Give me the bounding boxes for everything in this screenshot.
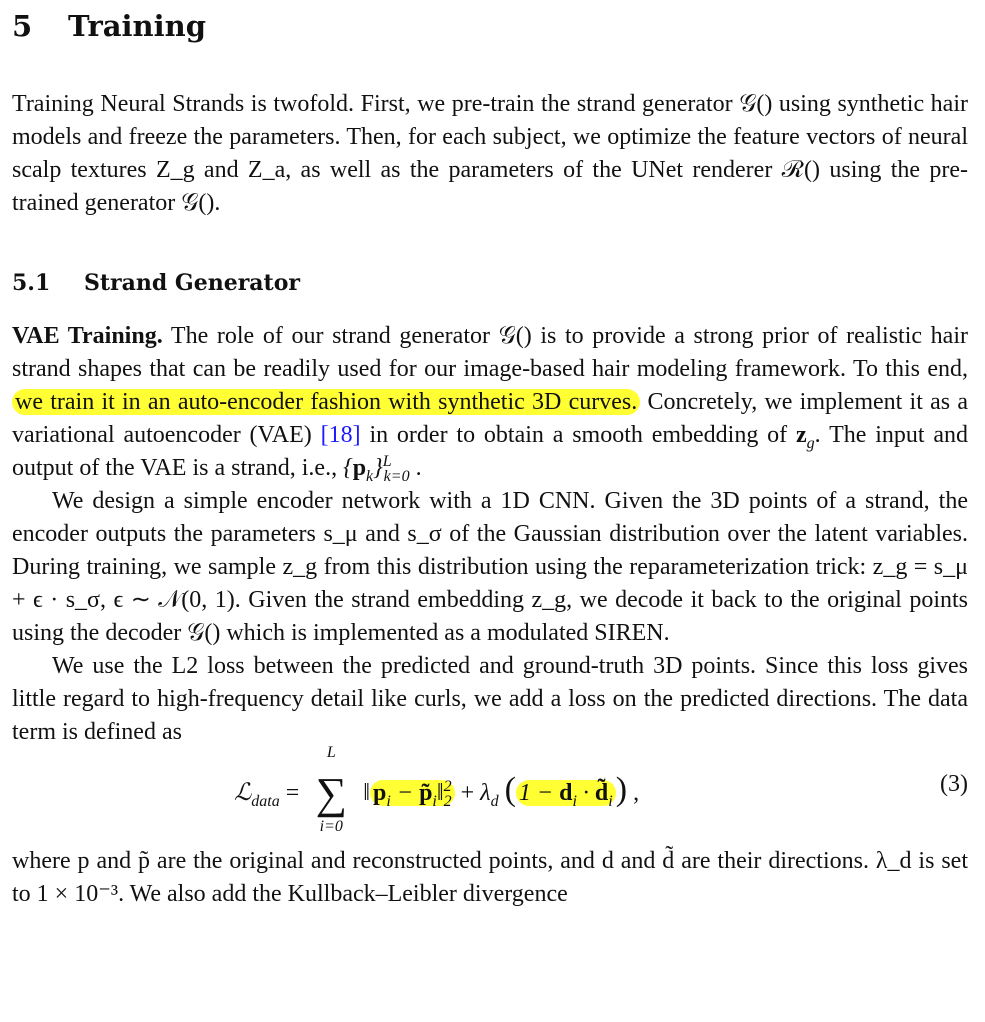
math-strand-set: $\{p_k\}^L_{k=0}$ xyxy=(343,453,410,485)
subsection-number: 5.1 xyxy=(12,270,51,296)
eq-lhs: ℒ$_{data}$ xyxy=(234,780,280,810)
vae-text-c: in order to obtain a smooth embedding of xyxy=(369,422,788,448)
equation-3 xyxy=(12,744,968,845)
vae-text-d: The input and output of the VAE is a strand, i.e., xyxy=(12,422,969,481)
equation-body: ℒ$_{data}$ = L ∑ i=0 ‖ $p_i$ − $p̃_i‖^2_2 + \lambda_d$ ( $1 - d_i$ · $d̃_i$) , xyxy=(234,744,640,836)
subsection-heading xyxy=(12,268,968,298)
after-equation-paragraph: where p and p̃ are the original and reconstructed points, and d and d̃ are their directions. λ_d is set to 1 × 10⁻³. We also add the Kullback–Leibler divergence xyxy=(12,848,968,907)
intro-paragraph: Training Neural Strands is twofold. First, we pre-train the strand generator 𝒢() using synthetic hair models and freeze the parameters. Then, for each subject, we optimize the feature vectors of neural scalp textures Z_g and Z_a, as well as the parameters of the UNet renderer ℛ() using the pre-trained generator 𝒢(). xyxy=(12,91,968,216)
math-zg: $z_g$ xyxy=(796,422,815,452)
loss-paragraph: We use the L2 loss between the predicted and ground-truth 3D points. Since this loss gives little regard to high-frequency detail like curls, we add a loss on the predicted directions. The data term is defined as xyxy=(12,653,968,745)
encoder-paragraph: We design a simple encoder network with a 1D CNN. Given the 3D points of a strand, the encoder outputs the parameters s_μ and s_σ of the Gaussian distribution over the latent variables. During training, we sample z_g from this distribution using the reparameterization trick: z_g = s_μ + ϵ · s_σ, ϵ ∼ 𝒩(0, 1). Given the strand embedding z_g, we decode it back to the original points using the decoder 𝒢() which is implemented as a modulated SIREN. xyxy=(12,488,968,646)
equation-number: (3) xyxy=(940,771,968,797)
section-number: 5 xyxy=(12,9,33,43)
section-title: Training xyxy=(68,9,207,43)
highlight-direction-loss: $1 - d_i$ · $d̃_i$ xyxy=(516,780,616,806)
paper-page xyxy=(12,6,968,911)
highlight-point-loss: $p_i$ − $p̃_i‖^2_2$ xyxy=(370,780,455,806)
vae-run-in-heading: VAE Training. xyxy=(12,323,163,349)
vae-text-b: Concretely, we implement it as a variational autoencoder (VAE) xyxy=(12,389,969,448)
vae-paragraph: VAE Training. The role of our strand generator 𝒢() is to provide a strong prior of realistic hair strand shapes that can be readily used for our image-based hair modeling framework. To this end, we train it in an auto-encoder fashion with synthetic 3D curves. Concretely, we implement it as a variational autoencoder (VAE) [18] in order to obtain a smooth embedding of $z_g$. The input and output of the VAE is a strand, i.e., $\{p_k\}^L_{k=0}$ . xyxy=(12,323,969,485)
citation-link[interactable]: [18] xyxy=(320,422,361,448)
section-heading xyxy=(12,6,968,52)
sum-symbol: L ∑ i=0 xyxy=(315,744,347,836)
vae-text-a: The role of our strand generator 𝒢() is to provide a strong prior of realistic hair strand shapes that can be readily used for our image-based hair modeling framework. To this end, xyxy=(12,323,968,382)
highlight-autoencoder: we train it in an auto-encoder fashion with synthetic 3D curves. xyxy=(12,389,640,415)
subsection-title: Strand Generator xyxy=(84,270,300,296)
